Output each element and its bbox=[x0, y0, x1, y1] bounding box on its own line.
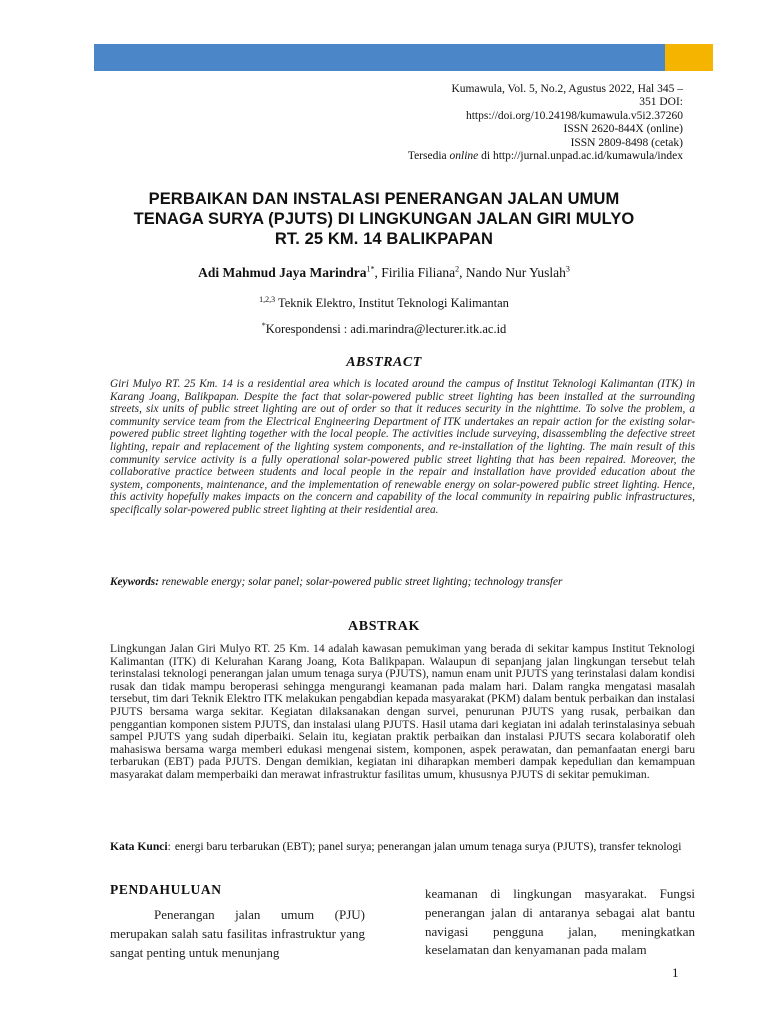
kata-kunci-label bbox=[110, 840, 171, 853]
header-bar-blue bbox=[94, 44, 665, 71]
abstract-heading: ABSTRACT bbox=[346, 355, 422, 370]
title-line: TENAGA SURYA (PJUTS) DI LINGKUNGAN JALAN GIRI MULYO bbox=[133, 210, 635, 228]
page-number: 1 bbox=[672, 965, 679, 980]
citation-block bbox=[323, 83, 683, 163]
title-line: RT. 25 KM. 14 BALIKPAPAN bbox=[274, 230, 494, 248]
kata-kunci-colon: : bbox=[167, 840, 171, 853]
kata-kunci-label-text: Kata Kunci bbox=[110, 840, 168, 853]
issn-online: ISSN 2620-844X (online) bbox=[563, 123, 683, 136]
keywords-label: Keywords: bbox=[110, 576, 159, 588]
author-list bbox=[84, 265, 684, 281]
correspondence-text: Korespondensi : adi.marindra@lecturer.itk.ac.id bbox=[265, 322, 507, 336]
author-2: , Firilia Filiana bbox=[374, 265, 456, 280]
author-3-mark: 3 bbox=[565, 264, 570, 274]
citation-line: 351 DOI: bbox=[639, 96, 683, 109]
keywords-text: renewable energy; solar panel; solar-powered public street lighting; technology transfer bbox=[158, 576, 563, 588]
correspondence-mark: * bbox=[261, 320, 266, 330]
author-2-mark: 2 bbox=[455, 264, 460, 274]
kata-kunci-text: energi baru terbarukan (EBT); panel surya; penerangan jalan umum tenaga surya (PJUTS), transfer teknologi bbox=[174, 840, 682, 853]
correspondence bbox=[84, 322, 684, 337]
title-line: PERBAIKAN DAN INSTALASI PENERANGAN JALAN UMUM bbox=[148, 190, 620, 208]
keywords bbox=[110, 576, 695, 588]
availability-line bbox=[323, 150, 683, 163]
affiliation-mark: 1,2,3 bbox=[259, 294, 276, 304]
doi-link[interactable]: https://doi.org/10.24198/kumawula.v5i2.37260 bbox=[465, 109, 683, 122]
kata-kunci bbox=[110, 840, 695, 853]
author-1-mark: 1* bbox=[366, 264, 375, 274]
intro-left-column: Penerangan jalan umum (PJU) merupakan salah satu fasilitas infrastruktur yang sangat penting untuk menunjang bbox=[110, 907, 365, 960]
citation-line: Kumawula, Vol. 5, No.2, Agustus 2022, Hal 345 – bbox=[451, 83, 683, 95]
author-3: , Nando Nur Yuslah bbox=[459, 265, 566, 280]
abstrak-heading: ABSTRAK bbox=[348, 619, 420, 634]
paper-title bbox=[84, 189, 684, 249]
intro-right-column: keamanan di lingkungan masyarakat. Fungsi penerangan jalan di antaranya sebagai alat bantu navigasi pengguna jalan, meningkatkan keselamatan dan kenyamanan pada malam bbox=[425, 886, 695, 958]
header-bar-orange bbox=[665, 44, 713, 71]
affiliation-text: Teknik Elektro, Institut Teknologi Kalimantan bbox=[275, 296, 509, 310]
availability-prefix: Tersedia bbox=[407, 150, 450, 163]
abstrak-body: Lingkungan Jalan Giri Mulyo RT. 25 Km. 14 adalah kawasan pemukiman yang berada di sekitar kampus Institut Teknologi Kalimantan (ITK) di Kelurahan Karang Joang, Kota Balikpapan. Walaupun di sepanjang jalan lingkungan tersebut telah terinstalasi teknologi penerangan jalan umum tenaga surya (PJUTS), namun enam unit PJUTS yang terinstalasi dalam kondisi rusak dan tidak mampu beroperasi sehingga mengurangi keamanan pada malam hari. Dalam rangka mengatasi masalah tersebut, tim dari Teknik Elektro ITK melakukan pengabdian kepada masyarakat (PKM) dalam bentuk perbaikan dan instalasi PJUTS bersama warga sekitar. Kegiatan dilaksanakan dengan survei, penurunan PJUTS yang rusak, perbaikan dan penggantian komponen sistem PJUTS, dan instalasi ulang PJUTS. Hasil utama dari kegiatan ini adalah terinstalasinya sebuah sampel PJUTS yang sudah diperbaiki. Selain itu, kegiatan praktik perbaikan dan instalasi PJUTS secara kolaboratif oleh mahasiswa bersama warga memberi edukasi mengenai sistem, komponen, aspek perawatan, dan pemanfaatan energi baru terbarukan (EBT) pada PJUTS. Dengan demikian, kegiatan ini diharapkan memberi dampak kepedulian dan kemampuan masyarakat dalam memperbaiki dan merawat infrastruktur fasilitas umum, khususnya PJUTS di sekitar pemukiman. bbox=[110, 642, 695, 781]
issn-print: ISSN 2809-8498 (cetak) bbox=[570, 136, 683, 149]
affiliation bbox=[84, 296, 684, 311]
section-heading-pendahuluan: PENDAHULUAN bbox=[110, 882, 222, 897]
availability-url[interactable]: di http://jurnal.unpad.ac.id/kumawula/index bbox=[478, 150, 683, 163]
availability-online: online bbox=[449, 150, 479, 163]
author-1: Adi Mahmud Jaya Marindra bbox=[198, 265, 367, 280]
abstract-body: Giri Mulyo RT. 25 Km. 14 is a residential area which is located around the campus of Institut Teknologi Kalimantan (ITK) in Karang Joang, Balikpapan. Despite the fact that solar-powered public street lighting has been installed at the surrounding streets, six units of public street lighting are out of order so that it reduces security in the nighttime. To solve the problem, a community service team from the Electrical Engineering Department of ITK undertakes an repair action for the existing solar-powered public street lighting together with the local people. The activities include surveying, disassembling the defective street lighting, repair and replacement of the lighting system components, and re-installation of the lighting. The main result of this community service activity is a fully operational solar-powered public street lighting that has been repaired. Moreover, the collaborative practice between students and local people in the repair and installation have provided education about the system, components, maintenance, and the implementation of renewable energy on solar-powered public street lighting. Hence, this activity hopefully makes impacts on the concern and capability of the local community in repairing public infrastructures, specifically solar-powered public street lighting at their residential area. bbox=[110, 378, 695, 516]
